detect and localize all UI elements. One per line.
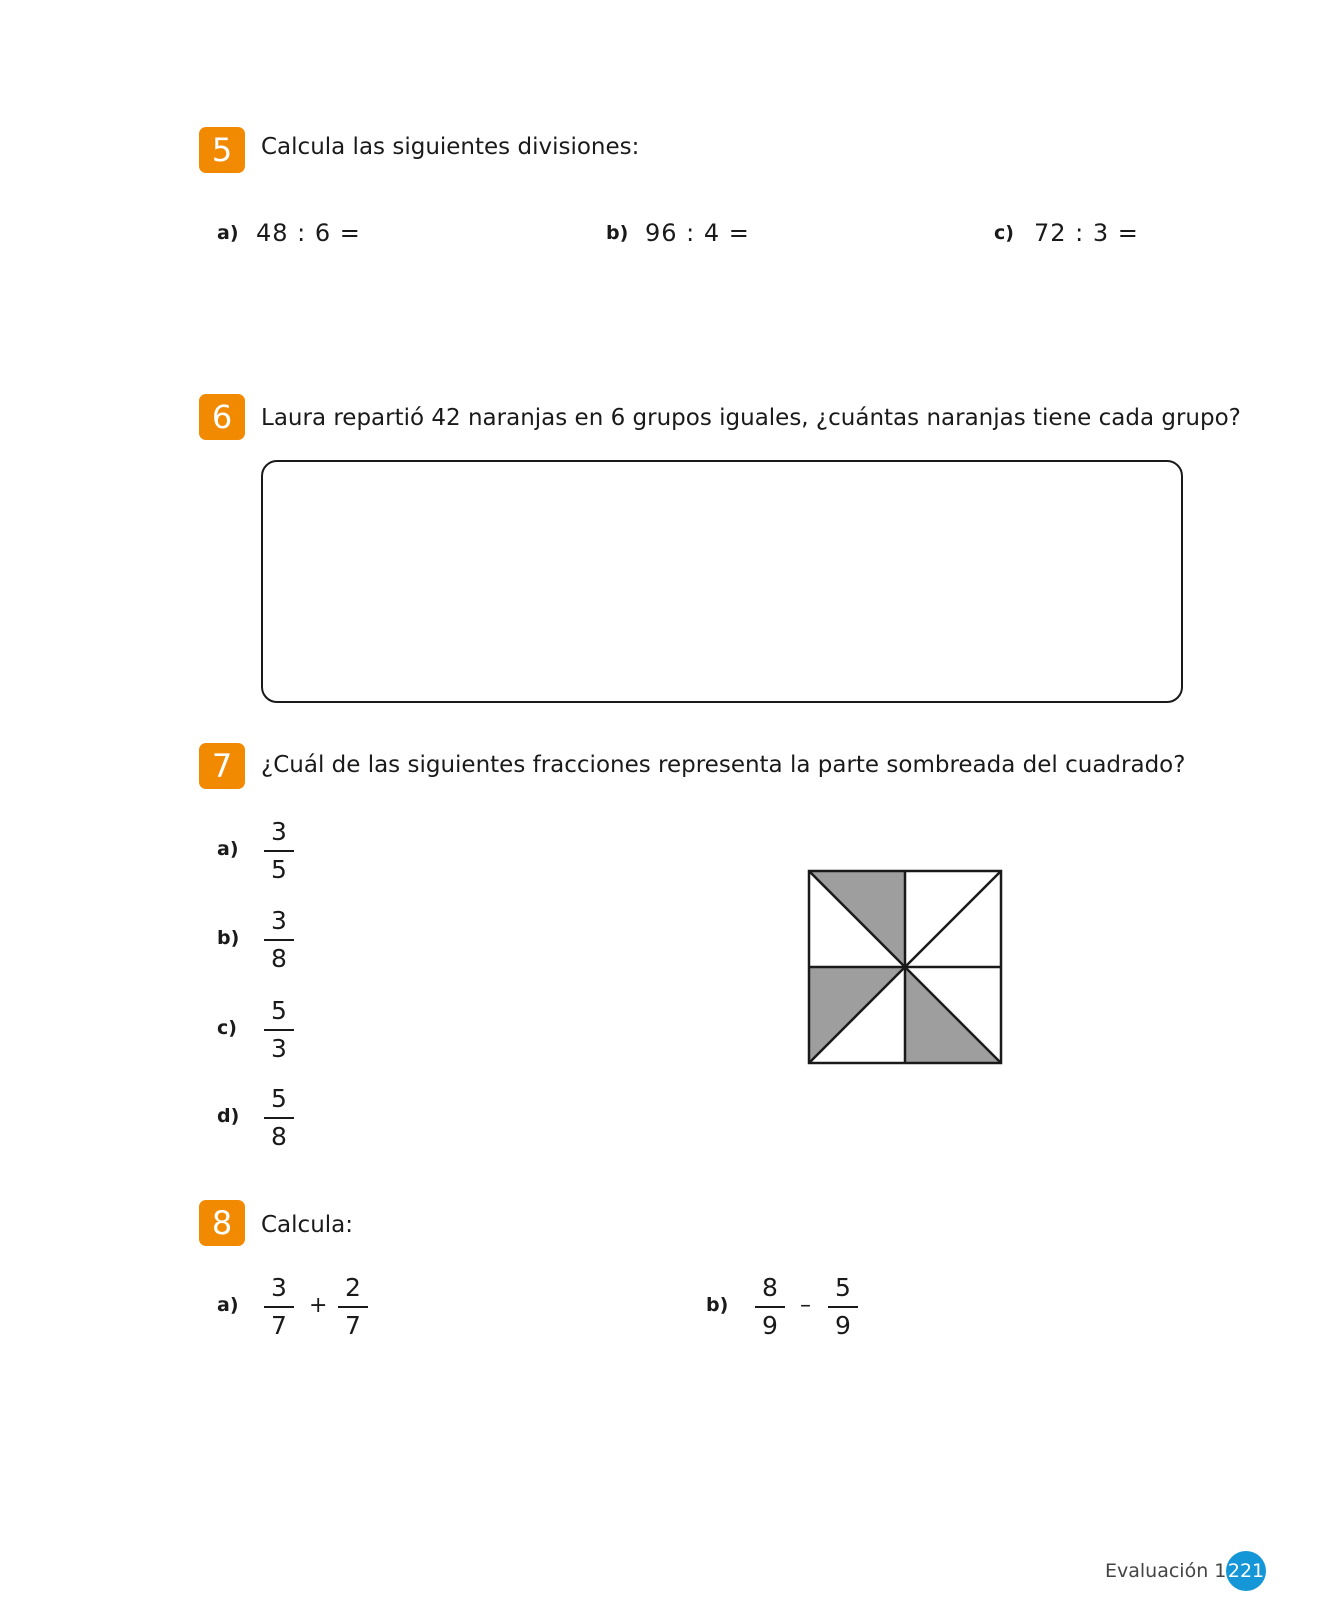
q8-item-b-left-denominator: 9 [762, 1311, 778, 1340]
q5-item-a-expression: 48 : 6 = [256, 219, 361, 247]
fraction-bar [264, 939, 294, 941]
q5-item-c-expression: 72 : 3 = [1034, 219, 1139, 247]
fraction-bar [264, 1117, 294, 1119]
question-6-prompt: Laura repartió 42 naranjas en 6 grupos iguales, ¿cuántas naranjas tiene cada grupo? [261, 405, 1241, 431]
q8-item-b-left-fraction [755, 1272, 785, 1342]
fraction-bar [264, 1029, 294, 1031]
q7-option-a-denominator: 5 [271, 855, 287, 884]
q7-option-c-denominator: 3 [271, 1034, 287, 1063]
q8-item-a-left-numerator: 3 [271, 1273, 287, 1302]
q7-option-d-denominator: 8 [271, 1122, 287, 1151]
q7-option-d-numerator: 5 [271, 1084, 287, 1113]
fraction-bar [755, 1306, 785, 1308]
q8-item-b-right-numerator: 5 [835, 1273, 851, 1302]
page-number-badge: 221 [1226, 1551, 1266, 1591]
q7-option-a-label[interactable]: a) [217, 838, 239, 860]
q8-item-b-right-denominator: 9 [835, 1311, 851, 1340]
q8-item-a-left-denominator: 7 [271, 1311, 287, 1340]
question-7-prompt: ¿Cuál de las siguientes fracciones representa la parte sombreada del cuadrado? [261, 752, 1186, 778]
q8-item-b-left-numerator: 8 [762, 1273, 778, 1302]
q7-option-a-fraction[interactable] [264, 816, 294, 886]
q8-item-a-label: a) [217, 1294, 239, 1316]
fraction-bar [338, 1306, 368, 1308]
q8-item-b-label: b) [706, 1294, 729, 1316]
fraction-bar [828, 1306, 858, 1308]
q8-item-a-right-fraction [338, 1272, 368, 1342]
q5-item-c-label: c) [994, 222, 1014, 244]
fraction-bar [264, 1306, 294, 1308]
q5-item-b-expression: 96 : 4 = [645, 219, 750, 247]
q5-item-b-label: b) [606, 222, 629, 244]
q8-item-b-right-fraction [828, 1272, 858, 1342]
q7-option-b-label[interactable]: b) [217, 927, 240, 949]
q8-item-a-right-denominator: 7 [345, 1311, 361, 1340]
question-number-6: 6 [199, 394, 245, 440]
q5-item-a-label: a) [217, 222, 239, 244]
q7-option-b-denominator: 8 [271, 944, 287, 973]
question-8-prompt: Calcula: [261, 1212, 353, 1238]
q7-option-a-numerator: 3 [271, 817, 287, 846]
q7-option-d-label[interactable]: d) [217, 1105, 240, 1127]
question-number-5: 5 [199, 127, 245, 173]
question-number-7: 7 [199, 743, 245, 789]
shaded-square-figure [805, 867, 1005, 1067]
question-number-8: 8 [199, 1200, 245, 1246]
q7-option-b-fraction[interactable] [264, 905, 294, 975]
q8-item-a-right-numerator: 2 [345, 1273, 361, 1302]
q8-item-b-operator: – [800, 1293, 811, 1318]
q7-option-b-numerator: 3 [271, 906, 287, 935]
q8-item-a-operator: + [309, 1293, 328, 1318]
q7-option-c-fraction[interactable] [264, 995, 294, 1065]
q7-option-c-label[interactable]: c) [217, 1017, 237, 1039]
question-5-prompt: Calcula las siguientes divisiones: [261, 134, 640, 160]
footer-section-label: Evaluación 1 [1105, 1560, 1227, 1582]
q7-option-d-fraction[interactable] [264, 1083, 294, 1153]
q8-item-a-left-fraction [264, 1272, 294, 1342]
fraction-bar [264, 850, 294, 852]
q6-answer-box[interactable] [261, 460, 1183, 703]
q7-option-c-numerator: 5 [271, 996, 287, 1025]
